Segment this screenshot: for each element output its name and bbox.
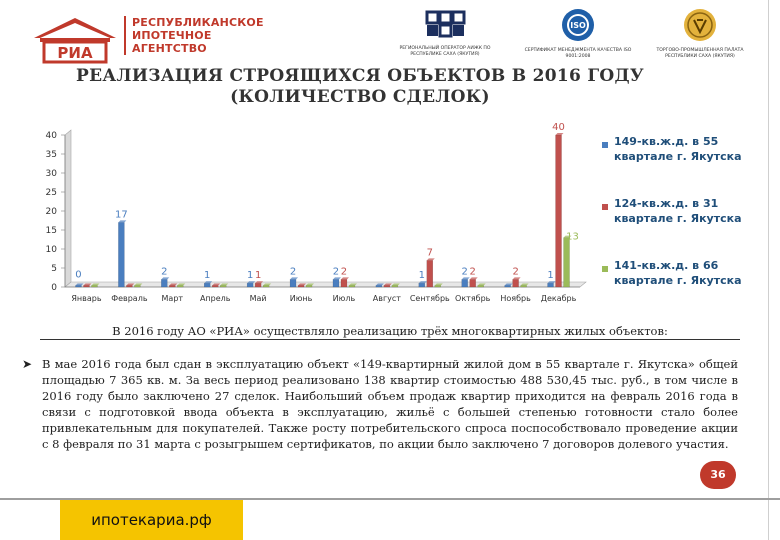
x-tick-label: Май [249, 294, 267, 303]
bullet-text: В мае 2016 года был сдан в эксплуатацию объект «149-квартирный жилой дом в 55 квартале г. Якутска» общей площадью 7 365 кв. м. За весь период реализовано 138 квартир стоимостью 488 530,45 тыс. руб., в том числе в 2016 году было заключено 27 сделок. Наибольший объем продаж квартир приходится на февраль 2016 года в связи с подготовкой ввода объекта в эксплуатацию, жильё с большей степенью готовности стало более привлекательным для покупателей. Также росту потребительского спроса поспособствовало проведение акции с 8 февраля по 31 марта с розыгрышем сертификатов, по акции было заключено 7 договоров долевого участия. [42, 357, 738, 451]
bar-1-Август [376, 285, 382, 287]
y-tick-label: 35 [45, 150, 57, 160]
x-tick-label: Апрель [199, 294, 231, 303]
chart-canvas [25, 115, 590, 315]
partner-chamber-caption: ТОРГОВО-ПРОМЫШЛЕННАЯ ПАЛАТА РЕСПУБЛИКИ САХА (ЯКУТИЯ) [656, 48, 744, 59]
x-tick-label: Февраль [111, 294, 148, 303]
legend-item-series-1 [602, 134, 772, 196]
x-tick-label: Сентябрь [409, 294, 450, 303]
agency-name-line-1: РЕСПУБЛИКАНСКОЕ [132, 16, 264, 29]
arrow-bullet-icon: ➤ [22, 357, 33, 371]
bar-1-Март [161, 279, 167, 287]
legend-item-series-3 [602, 258, 772, 320]
y-tick-label: 5 [51, 264, 57, 274]
y-tick-label: 20 [45, 207, 57, 217]
bar-1-Июль [333, 279, 339, 287]
bar-3-Июнь [306, 285, 312, 287]
data-label: 2 [289, 266, 297, 278]
agency-name [124, 16, 264, 55]
data-label: 40 [552, 122, 565, 133]
bar-3-Февраль [134, 285, 140, 287]
legend-item-series-2 [602, 196, 772, 258]
bar-top-2-Сентябрь [427, 258, 435, 260]
data-label: 2 [469, 266, 476, 278]
bar-3-Ноябрь [521, 285, 527, 287]
bar-1-Февраль [118, 222, 124, 287]
data-label: 7 [426, 247, 433, 259]
bar-2-Декабрь [556, 135, 562, 287]
legend-label-3: 141-кв.ж.д. в 66 квартале г. Якутска [614, 259, 742, 287]
legend-swatch-3 [602, 266, 608, 272]
agency-name-line-3: АГЕНТСТВО [132, 42, 207, 55]
bar-top-1-Июль [333, 277, 341, 279]
data-label: 2 [461, 266, 468, 278]
bar-2-Апрель [212, 285, 218, 287]
bar-top-1-Октябрь [462, 277, 470, 279]
partner-chamber [640, 8, 760, 60]
bar-2-Май [255, 283, 261, 287]
chart-caption: В 2016 году АО «РИА» осуществляло реализацию трёх многоквартирных жилых объектов: [40, 324, 740, 340]
bar-2-Январь [83, 285, 89, 287]
x-tick-label: Март [161, 294, 184, 303]
bar-2-Июнь [298, 285, 304, 287]
data-label: 0 [75, 269, 82, 281]
legend-label-1: 149-кв.ж.д. в 55 квартале г. Якутска [614, 135, 742, 163]
data-label: 1 [254, 270, 262, 282]
svg-text:ISO: ISO [570, 21, 586, 30]
data-label: 1 [246, 270, 254, 282]
iso-certificate-icon [561, 8, 595, 42]
bar-3-Декабрь [564, 238, 570, 287]
bar-2-Февраль [126, 285, 132, 287]
data-label: 1 [204, 270, 211, 282]
y-tick-label: 30 [45, 169, 57, 179]
chart-legend [602, 134, 772, 320]
partner-iso [518, 8, 638, 60]
x-tick-label: Октябрь [455, 294, 491, 303]
page-number-badge: 36 [700, 461, 736, 489]
bar-1-Июнь [290, 279, 296, 287]
data-label: 1 [547, 270, 554, 282]
agency-logo [30, 14, 264, 64]
bar-1-Ноябрь [505, 285, 511, 287]
legend-label-2: 124-кв.ж.д. в 31 квартале г. Якутска [614, 197, 742, 225]
partner-iso-caption: СЕРТИФИКАТ МЕНЕДЖМЕНТА КАЧЕСТВА ISO 9001:2008 [524, 48, 632, 59]
house-logo-icon [30, 14, 120, 64]
data-label: 1 [418, 270, 425, 282]
bar-top-1-Июнь [290, 277, 298, 279]
y-tick-label: 10 [45, 245, 57, 255]
slide-title [40, 66, 680, 108]
data-label: 2 [332, 266, 340, 278]
chart-side-wall [65, 130, 71, 287]
bar-top-2-Октябрь [470, 277, 478, 279]
chamber-emblem-icon [683, 8, 717, 42]
data-label: 2 [161, 266, 168, 278]
svg-text:РИА: РИА [57, 44, 93, 62]
bar-1-Январь [75, 285, 81, 287]
bar-3-Апрель [220, 285, 226, 287]
x-tick-label: Декабрь [540, 294, 577, 303]
slide-title-line-1: РЕАЛИЗАЦИЯ СТРОЯЩИХСЯ ОБЪЕКТОВ В 2016 ГОДУ [76, 66, 644, 86]
y-tick-label: 25 [45, 188, 57, 198]
partner-domrf [385, 8, 505, 58]
bar-2-Июль [341, 279, 347, 287]
bar-2-Ноябрь [513, 279, 519, 287]
bar-2-Октябрь [470, 279, 476, 287]
bar-1-Октябрь [462, 279, 468, 287]
x-tick-label: Июнь [289, 294, 313, 303]
bar-top-2-Ноябрь [513, 277, 521, 279]
bar-3-Март [177, 285, 183, 287]
bar-1-Декабрь [548, 283, 554, 287]
bar-1-Апрель [204, 283, 210, 287]
legend-swatch-1 [602, 142, 608, 148]
y-tick-label: 0 [51, 283, 57, 293]
agency-name-line-2: ИПОТЕЧНОЕ [132, 29, 212, 42]
data-label: 2 [512, 266, 519, 278]
bar-3-Сентябрь [435, 285, 441, 287]
legend-swatch-2 [602, 204, 608, 210]
bar-top-2-Июль [341, 277, 349, 279]
bar-1-Сентябрь [419, 283, 425, 287]
x-tick-label: Июль [332, 294, 356, 303]
y-tick-label: 15 [45, 226, 57, 236]
bar-top-2-Декабрь [556, 133, 564, 135]
slide-title-line-2: (КОЛИЧЕСТВО СДЕЛОК) [230, 87, 490, 107]
bar-top-1-Февраль [118, 220, 126, 222]
data-label: 13 [566, 231, 579, 243]
x-tick-label: Ноябрь [500, 294, 531, 303]
bar-top-1-Март [161, 277, 169, 279]
deals-bar-chart [25, 115, 590, 315]
bar-3-Январь [91, 285, 97, 287]
bar-3-Октябрь [478, 285, 484, 287]
domrf-logo-icon [423, 8, 467, 40]
bar-2-Август [384, 285, 390, 287]
bullet-paragraph [22, 356, 738, 452]
bar-2-Сентябрь [427, 260, 433, 287]
y-tick-label: 40 [45, 131, 57, 141]
data-label: 17 [115, 209, 128, 221]
partner-domrf-caption: РЕГИОНАЛЬНЫЙ ОПЕРАТОР АИЖК ПО РЕСПУБЛИКЕ САХА (ЯКУТИЯ) [399, 46, 491, 57]
bar-3-Июль [349, 285, 355, 287]
data-label: 2 [340, 266, 348, 278]
bar-3-Август [392, 285, 398, 287]
bar-3-Май [263, 285, 269, 287]
bar-1-Май [247, 283, 253, 287]
bar-2-Март [169, 285, 175, 287]
footer-website: ипотекариа.рф [60, 500, 243, 540]
x-tick-label: Август [372, 294, 401, 303]
x-tick-label: Январь [71, 294, 102, 303]
